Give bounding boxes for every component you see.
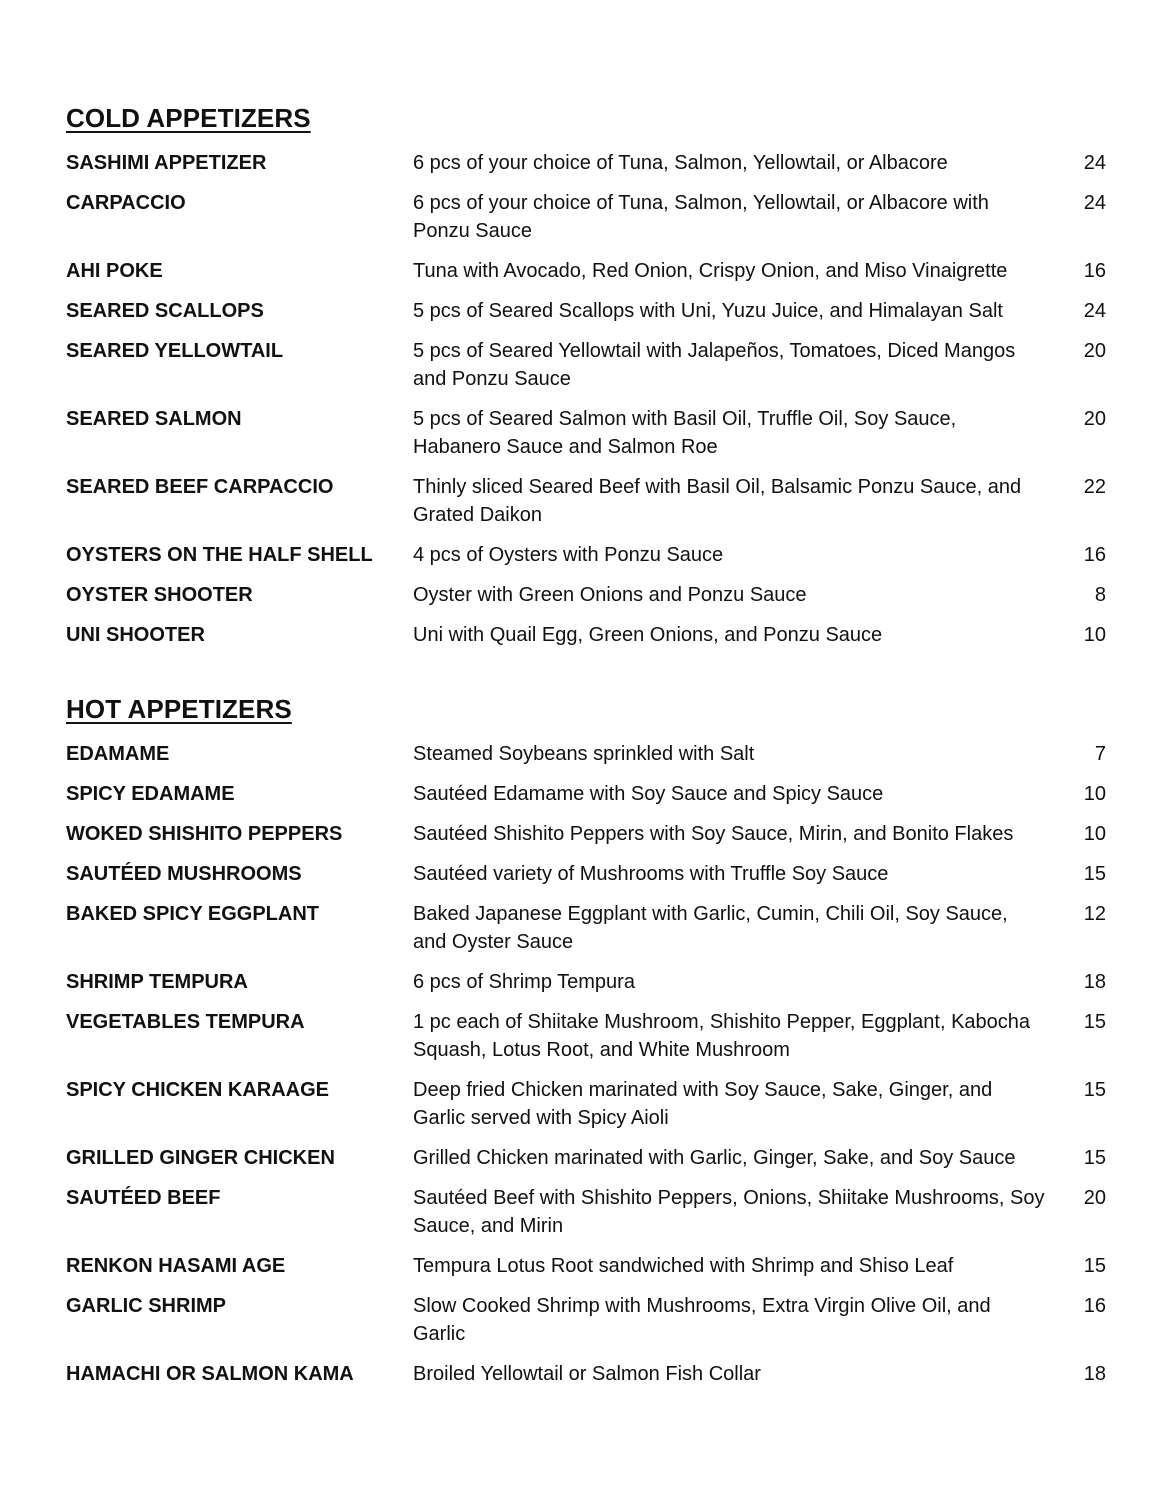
menu-item-name: UNI SHOOTER <box>66 624 205 646</box>
menu-item <box>66 900 1106 956</box>
menu-item <box>66 337 1106 393</box>
menu-item-name: SPICY EDAMAME <box>66 783 235 805</box>
menu-item <box>66 473 1106 529</box>
menu-item <box>66 740 1106 768</box>
menu-item-description: 6 pcs of your choice of Tuna, Salmon, Yellowtail, or Albacore <box>413 152 948 174</box>
menu-item-description: Tempura Lotus Root sandwiched with Shrimp and Shiso Leaf <box>413 1255 954 1277</box>
menu-item-description: 1 pc each of Shiitake Mushroom, Shishito Pepper, Eggplant, Kabocha Squash, Lotus Root, and White Mushroom <box>413 1011 1031 1061</box>
menu-item-name: SHRIMP TEMPURA <box>66 971 248 993</box>
menu-item <box>66 820 1106 848</box>
menu-item-description: 4 pcs of Oysters with Ponzu Sauce <box>413 544 724 566</box>
menu-item <box>66 405 1106 461</box>
menu-item-description: Sautéed Shishito Peppers with Soy Sauce, Mirin, and Bonito Flakes <box>413 823 1014 845</box>
menu-item-price: 10 <box>1083 783 1106 805</box>
menu-item-description: Slow Cooked Shrimp with Mushrooms, Extra Virgin Olive Oil, and Garlic <box>413 1295 991 1345</box>
menu-item <box>66 581 1106 609</box>
menu-item-name: BAKED SPICY EGGPLANT <box>66 903 319 925</box>
menu-item-price: 20 <box>1083 340 1106 362</box>
menu-item-price: 18 <box>1083 971 1106 993</box>
menu-item-description: 5 pcs of Seared Yellowtail with Jalapeños, Tomatoes, Diced Mangos and Ponzu Sauce <box>413 340 1016 390</box>
cold-appetizers-section <box>66 100 1106 649</box>
menu-item-description: Sautéed Edamame with Soy Sauce and Spicy Sauce <box>413 783 884 805</box>
menu-item-price: 20 <box>1083 408 1106 430</box>
menu-item-description: Baked Japanese Eggplant with Garlic, Cumin, Chili Oil, Soy Sauce, and Oyster Sauce <box>413 903 1008 953</box>
menu-item-name: GRILLED GINGER CHICKEN <box>66 1147 335 1169</box>
menu-item-name: OYSTER SHOOTER <box>66 584 253 606</box>
menu-item-price: 22 <box>1083 476 1106 498</box>
menu-item <box>66 1292 1106 1348</box>
menu-item-name: SASHIMI APPETIZER <box>66 152 267 174</box>
menu-item-name: AHI POKE <box>66 260 163 282</box>
menu-item-name: SEARED SALMON <box>66 408 242 430</box>
menu-item-name: SEARED SCALLOPS <box>66 300 264 322</box>
menu-item-name: WOKED SHISHITO PEPPERS <box>66 823 343 845</box>
menu-item-name: RENKON HASAMI AGE <box>66 1255 286 1277</box>
menu-item-description: 5 pcs of Seared Scallops with Uni, Yuzu Juice, and Himalayan Salt <box>413 300 1003 322</box>
menu-item-price: 20 <box>1083 1187 1106 1209</box>
menu-item-price: 16 <box>1083 544 1106 566</box>
menu-item-name: VEGETABLES TEMPURA <box>66 1011 305 1033</box>
menu-item-description: Broiled Yellowtail or Salmon Fish Collar <box>413 1363 761 1385</box>
menu-item <box>66 257 1106 285</box>
section-title: COLD APPETIZERS <box>66 103 311 133</box>
menu-item-description: Tuna with Avocado, Red Onion, Crispy Onion, and Miso Vinaigrette <box>413 260 1008 282</box>
menu-item-description: Sautéed Beef with Shishito Peppers, Onions, Shiitake Mushrooms, Soy Sauce, and Mirin <box>413 1187 1045 1237</box>
menu-item-price: 10 <box>1083 823 1106 845</box>
menu-item-name: SEARED BEEF CARPACCIO <box>66 476 334 498</box>
menu-item <box>66 541 1106 569</box>
menu-item-price: 15 <box>1083 1255 1106 1277</box>
menu-item-price: 7 <box>1094 743 1106 765</box>
hot-appetizers-section <box>66 691 1106 1388</box>
menu-item-price: 24 <box>1083 192 1106 214</box>
menu-item <box>66 780 1106 808</box>
menu-item-description: 6 pcs of your choice of Tuna, Salmon, Yellowtail, or Albacore with Ponzu Sauce <box>413 192 989 242</box>
menu-item-price: 10 <box>1083 624 1106 646</box>
menu-item-price: 15 <box>1083 1079 1106 1101</box>
menu-item-name: SAUTÉED MUSHROOMS <box>66 863 302 885</box>
menu-item <box>66 189 1106 245</box>
menu-item <box>66 968 1106 996</box>
menu-item-price: 8 <box>1094 584 1106 606</box>
menu-item <box>66 1144 1106 1172</box>
menu-item-price: 15 <box>1083 863 1106 885</box>
menu-item-description: 6 pcs of Shrimp Tempura <box>413 971 635 993</box>
menu-item-description: Deep fried Chicken marinated with Soy Sauce, Sake, Ginger, and Garlic served with Spicy Aioli <box>413 1079 993 1129</box>
menu-item <box>66 1184 1106 1240</box>
menu-item-description: Oyster with Green Onions and Ponzu Sauce <box>413 584 807 606</box>
menu-item-description: Sautéed variety of Mushrooms with Truffle Soy Sauce <box>413 863 889 885</box>
menu-item-name: OYSTERS ON THE HALF SHELL <box>66 544 373 566</box>
menu-item-name: SEARED YELLOWTAIL <box>66 340 284 362</box>
menu-item-price: 24 <box>1083 152 1106 174</box>
menu-item-list <box>66 149 1106 649</box>
menu-item <box>66 1252 1106 1280</box>
menu-item <box>66 297 1106 325</box>
menu-item-name: CARPACCIO <box>66 192 186 214</box>
menu-item-name: GARLIC SHRIMP <box>66 1295 226 1317</box>
menu-item <box>66 1076 1106 1132</box>
menu-item-description: Uni with Quail Egg, Green Onions, and Ponzu Sauce <box>413 624 883 646</box>
menu-item-name: EDAMAME <box>66 743 170 765</box>
menu-item <box>66 1360 1106 1388</box>
menu-item-description: Thinly sliced Seared Beef with Basil Oil, Balsamic Ponzu Sauce, and Grated Daikon <box>413 476 1022 526</box>
menu-item-name: SPICY CHICKEN KARAAGE <box>66 1079 329 1101</box>
menu-item-price: 15 <box>1083 1011 1106 1033</box>
menu-item <box>66 149 1106 177</box>
menu-item-description: Steamed Soybeans sprinkled with Salt <box>413 743 755 765</box>
menu-item-description: Grilled Chicken marinated with Garlic, Ginger, Sake, and Soy Sauce <box>413 1147 1016 1169</box>
menu-item-price: 15 <box>1083 1147 1106 1169</box>
menu-item-name: SAUTÉED BEEF <box>66 1187 221 1209</box>
menu-item-price: 16 <box>1083 260 1106 282</box>
menu-item-name: HAMACHI OR SALMON KAMA <box>66 1363 354 1385</box>
menu-item-list <box>66 740 1106 1388</box>
menu-item-price: 12 <box>1083 903 1106 925</box>
menu-item <box>66 860 1106 888</box>
menu-item <box>66 621 1106 649</box>
menu-item-price: 24 <box>1083 300 1106 322</box>
menu-item <box>66 1008 1106 1064</box>
menu-item-price: 18 <box>1083 1363 1106 1385</box>
section-title: HOT APPETIZERS <box>66 694 292 724</box>
menu-item-price: 16 <box>1083 1295 1106 1317</box>
menu-item-description: 5 pcs of Seared Salmon with Basil Oil, Truffle Oil, Soy Sauce, Habanero Sauce and Salmon Roe <box>413 408 957 458</box>
